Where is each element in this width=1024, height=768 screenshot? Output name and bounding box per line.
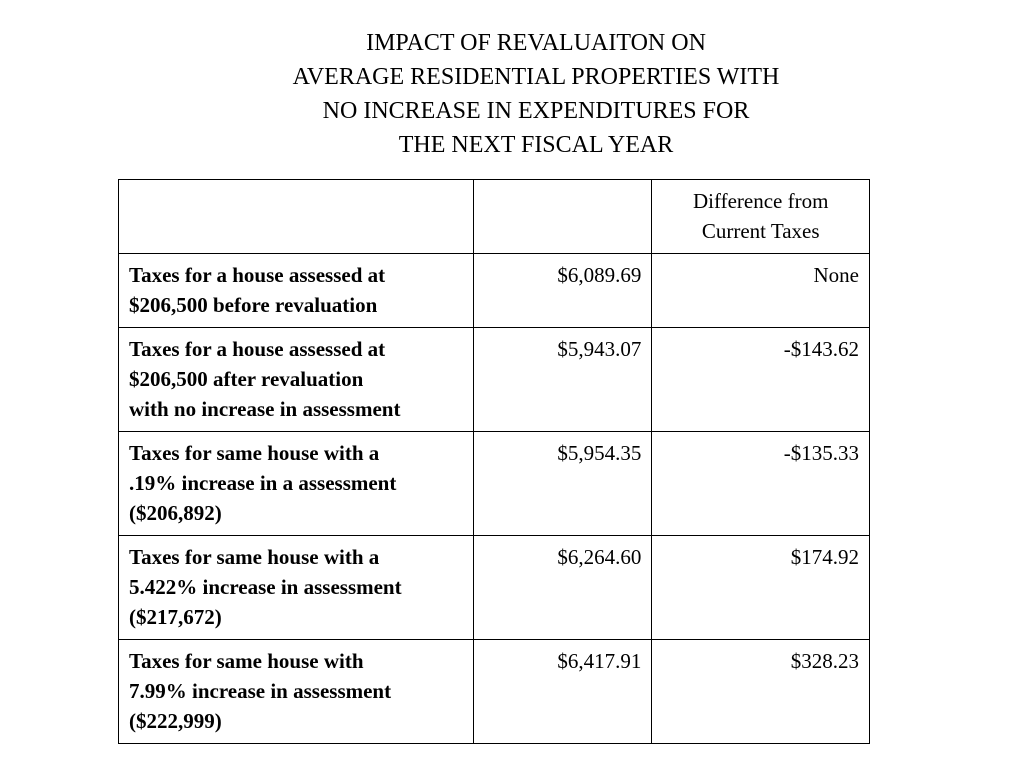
table-row	[119, 328, 870, 432]
table-row	[119, 640, 870, 744]
table-row	[119, 254, 870, 328]
title-line: IMPACT OF REVALUAITON ON	[366, 30, 706, 56]
tax-comparison-table	[118, 179, 870, 744]
row-label-line: 7.99% increase in assessment	[129, 679, 392, 703]
header-line: Difference from	[692, 189, 829, 213]
header-line: Current Taxes	[701, 219, 820, 243]
row-label-line: .19% increase in a assessment	[129, 471, 397, 495]
row-taxes: $5,954.35	[473, 432, 652, 536]
row-taxes: $6,089.69	[473, 254, 652, 328]
row-difference: None	[652, 254, 870, 328]
title-line: AVERAGE RESIDENTIAL PROPERTIES WITH	[292, 64, 780, 90]
table-row	[119, 536, 870, 640]
row-label-line: $206,500 after revaluation	[129, 367, 364, 391]
row-label	[119, 328, 474, 432]
row-taxes: $6,417.91	[473, 640, 652, 744]
header-cell-label	[119, 180, 474, 254]
row-label	[119, 254, 474, 328]
row-taxes: $6,264.60	[473, 536, 652, 640]
row-difference: -$135.33	[652, 432, 870, 536]
row-label-line: $206,500 before revaluation	[129, 293, 378, 317]
row-label	[119, 432, 474, 536]
row-taxes: $5,943.07	[473, 328, 652, 432]
row-label-line: ($222,999)	[129, 709, 222, 733]
table-row	[119, 432, 870, 536]
header-cell-difference	[652, 180, 870, 254]
row-label-line: with no increase in assessment	[129, 397, 401, 421]
row-label-line: Taxes for same house with	[129, 649, 364, 673]
row-label-line: Taxes for same house with a	[129, 441, 380, 465]
row-label-line: 5.422% increase in assessment	[129, 575, 402, 599]
table-header-row	[119, 180, 870, 254]
row-label-line: Taxes for same house with a	[129, 545, 380, 569]
row-difference: -$143.62	[652, 328, 870, 432]
row-label-line: Taxes for a house assessed at	[129, 337, 386, 361]
row-label	[119, 536, 474, 640]
title-line: NO INCREASE IN EXPENDITURES FOR	[322, 98, 750, 124]
title-line: THE NEXT FISCAL YEAR	[398, 132, 674, 158]
row-difference: $174.92	[652, 536, 870, 640]
row-label-line: Taxes for a house assessed at	[129, 263, 386, 287]
page-title	[0, 26, 1024, 162]
header-cell-taxes	[473, 180, 652, 254]
row-label-line: ($217,672)	[129, 605, 222, 629]
row-label-line: ($206,892)	[129, 501, 222, 525]
row-label	[119, 640, 474, 744]
row-difference: $328.23	[652, 640, 870, 744]
